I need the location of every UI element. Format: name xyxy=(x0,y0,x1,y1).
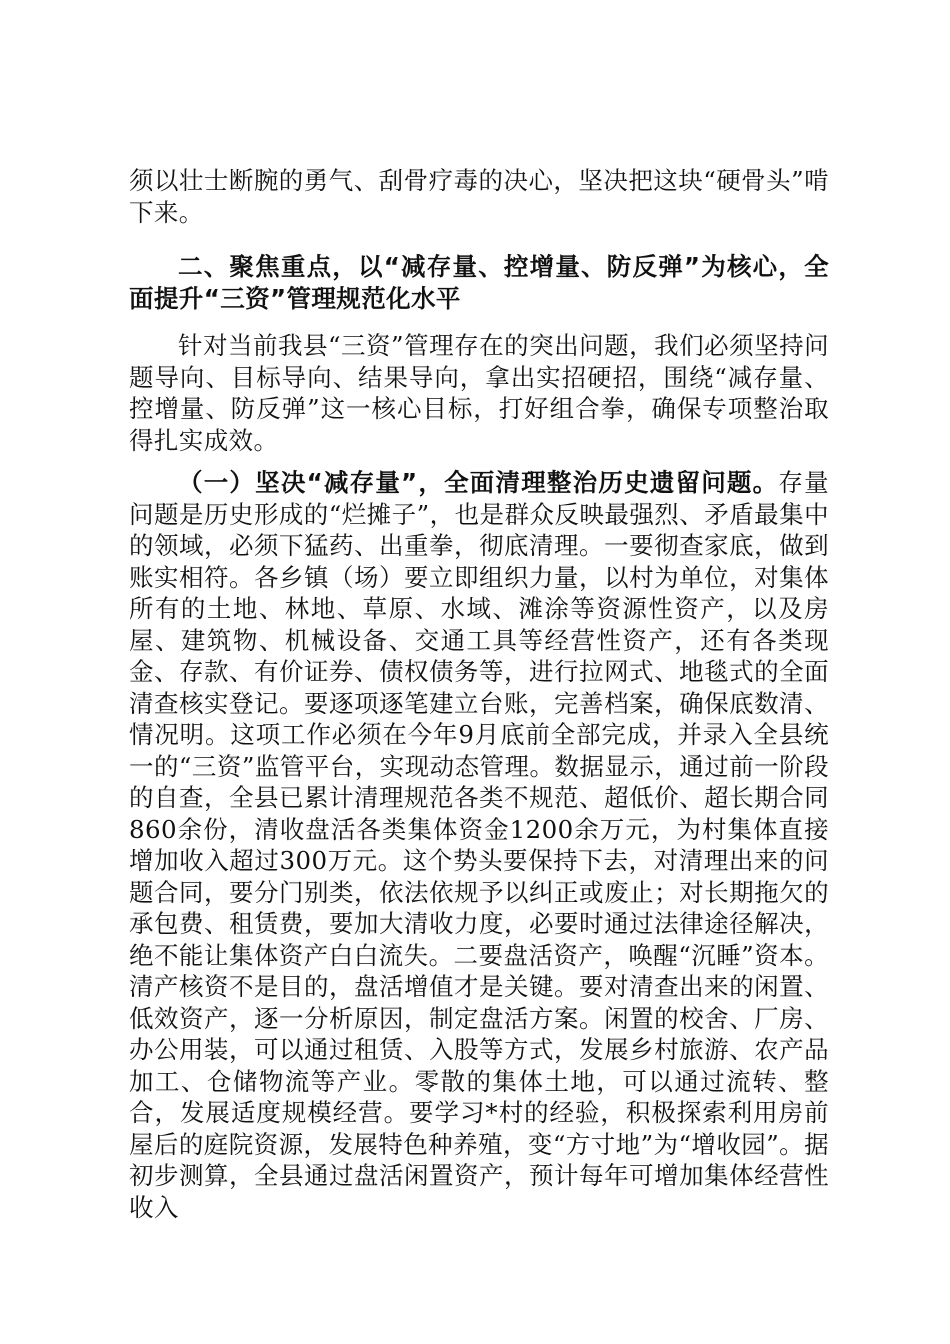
subsection-paragraph xyxy=(129,467,829,1223)
continuation-paragraph: 须以壮士断腕的勇气、刮骨疗毒的决心，坚决把这块“硬骨头”啃下来。 xyxy=(129,166,829,227)
section-heading: 二、聚焦重点，以“减存量、控增量、防反弹”为核心，全面提升“三资”管理规范化水平 xyxy=(129,252,829,313)
subsection-body: 存量问题是历史形成的“烂摊子”，也是群众反映最强烈、矛盾最集中的领域，必须下猛药、出重拳，彻底清理。一要彻查家底，做到账实相符。各乡镇（场）要立即组织力量，以村为单位，对集体所有的土地、林地、草原、水域、滩涂等资源性资产，以及房屋、建筑物、机械设备、交通工具等经营性资产，还有各类现金、存款、有价证券、债权债务等，进行拉网式、地毯式的全面清查核实登记。要逐项逐笔建立台账，完善档案，确保底数清、情况明。这项工作必须在今年9月底前全部完成，并录入全县统一的“三资”监管平台，实现动态管理。数据显示，通过前一阶段的自查，全县已累计清理规范各类不规范、超低价、超长期合同860余份，清收盘活各类集体资金1200余万元，为村集体直接增加收入超过300万元。这个势头要保持下去，对清理出来的问题合同，要分门别类，依法依规予以纠正或废止；对长期拖欠的承包费、租赁费，要加大清收力度，必要时通过法律途径解决，绝不能让集体资产白白流失。二要盘活资产，唤醒“沉睡”资本。清产核资不是目的，盘活增值才是关键。要对清查出来的闲置、低效资产，逐一分析原因，制定盘活方案。闲置的校舍、厂房、办公用装，可以通过租赁、入股等方式，发展乡村旅游、农产品加工、仓储物流等产业。零散的集体土地，可以通过流转、整合，发展适度规模经营。要学习*村的经验，积极探索利用房前屋后的庭院资源，发展特色种养殖，变“方寸地”为“增收园”。据初步测算，全县通过盘活闲置资产，预计每年可增加集体经营性收入 xyxy=(129,468,829,1222)
intro-paragraph: 针对当前我县“三资”管理存在的突出问题，我们必须坚持问题导向、目标导向、结果导向，拿出实招硬招，围绕“减存量、控增量、防反弹”这一核心目标，打好组合拳，确保专项整治取得扎实成效。 xyxy=(129,331,829,455)
subsection-heading: （一）坚决“减存量”，全面清理整治历史遗留问题。 xyxy=(178,468,779,497)
